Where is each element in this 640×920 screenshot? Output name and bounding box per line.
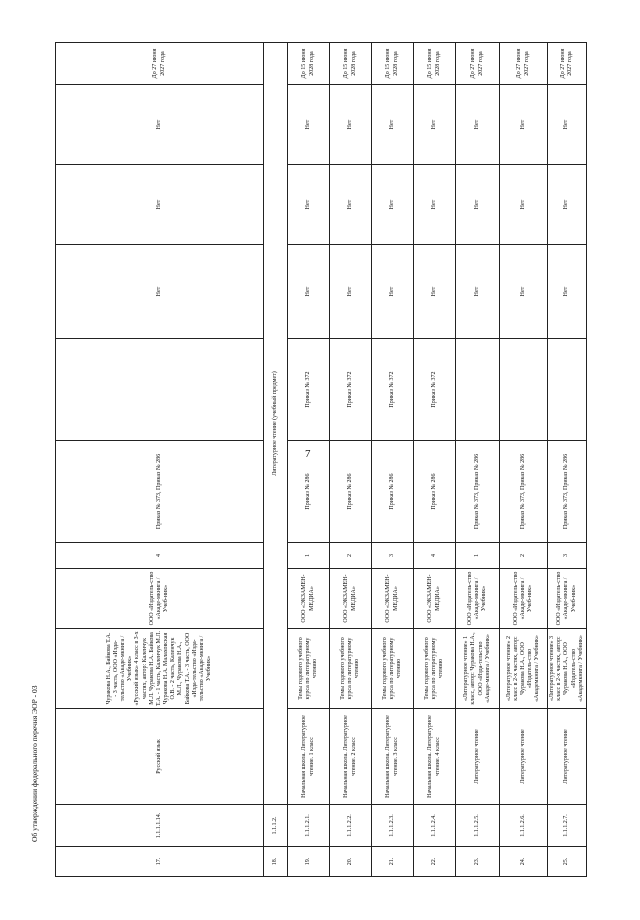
order-cell-2: [500, 339, 548, 441]
flag-cell-3: Нет: [56, 85, 264, 165]
row-number-cell: 24.: [500, 847, 548, 877]
subject-cell: Начальная школа. Литературное чтение. 1 класс: [288, 709, 330, 805]
flag-cell-1: Нет: [330, 245, 372, 339]
grade-cell: 2: [500, 543, 548, 569]
publisher-cell: ООО «ЭКЗАМЕН-МЕДИА»: [414, 569, 456, 629]
rotated-table-container: [55, 43, 585, 877]
grade-cell: 4: [414, 543, 456, 569]
row-code-cell: 1.1.1.2.3.: [372, 805, 414, 847]
deadline-cell: До 15 июня 2028 года: [330, 43, 372, 85]
resource-name-cell: Темы годового учебного курса по литературному чтению: [288, 629, 330, 709]
row-code-cell: 1.1.1.2.7.: [548, 805, 587, 847]
subject-cell: Русский язык: [56, 709, 264, 805]
order-cell: Приказ № 373, Приказ № 286: [456, 441, 500, 543]
grade-cell: 3: [548, 543, 587, 569]
page-number: 7: [305, 448, 311, 460]
deadline-cell: До 27 июня 2027 года: [548, 43, 587, 85]
row-code-cell: 1.1.1.2.4.: [414, 805, 456, 847]
flag-cell-3: Нет: [456, 85, 500, 165]
table-row: [288, 43, 330, 877]
resource-name-cell: «Литературное чтение» 3 класс в 2-х частях, автор: Чуракова Н.А., ООО «Издатель-ство «Академкнига / Учебник»: [548, 629, 587, 709]
flag-cell-1: Нет: [414, 245, 456, 339]
flag-cell-1: Нет: [372, 245, 414, 339]
table-row: [372, 43, 414, 877]
publisher-cell: ООО «ЭКЗАМЕН-МЕДИА»: [330, 569, 372, 629]
flag-cell-2: Нет: [330, 165, 372, 245]
order-cell-2: [456, 339, 500, 441]
subject-cell: Начальная школа. Литературное чтение. 2 класс: [330, 709, 372, 805]
row-code-cell: 1.1.1.2.1.: [288, 805, 330, 847]
order-cell-2: Приказ № 372: [330, 339, 372, 441]
flag-cell-2: Нет: [456, 165, 500, 245]
publisher-cell: ООО «ЭКЗАМЕН-МЕДИА»: [372, 569, 414, 629]
order-cell: Приказ № 373, Приказ № 286: [500, 441, 548, 543]
footer-text: Об утверждении федерального перечня ЭОР - 03: [30, 685, 39, 842]
row-number-cell: 20.: [330, 847, 372, 877]
eor-list-table: [55, 42, 587, 877]
resource-name-cell: «Литературное чтение» 1 класс, автор: Чуракова Н.А., ООО «Изда-тельство «Акаде-мкнига / Учебник»: [456, 629, 500, 709]
table-row: [56, 43, 264, 877]
order-cell: Приказ № 373, Приказ № 286: [56, 441, 264, 543]
flag-cell-2: Нет: [500, 165, 548, 245]
row-code-cell: 1.1.1.2.2.: [330, 805, 372, 847]
table-body: [56, 43, 587, 877]
resource-name-cell: Темы годового учебного курса по литературному чтению: [414, 629, 456, 709]
order-cell: Приказ № 286: [414, 441, 456, 543]
section-row: [264, 43, 288, 877]
deadline-cell: До 15 июня 2028 года: [288, 43, 330, 85]
table-row: [456, 43, 500, 877]
flag-cell-3: Нет: [288, 85, 330, 165]
subject-cell: Литературное чтение: [456, 709, 500, 805]
order-cell-2: [548, 339, 587, 441]
deadline-cell: До 27 июня 2027 года: [456, 43, 500, 85]
section-title-cell: Литературное чтение (учебный предмет): [264, 43, 288, 805]
publisher-cell: ООО «Издатель-ство «Акаде-мкнига / Учеб-ник»: [56, 569, 264, 629]
resource-name-cell: Чуракова Н.А., Байкова Т.А. - 3 часть, ООО «Изда-тельство «Акаде-мкнига / Учебник» «Русский язык» 4 класс в 3-х частях, автор: Каленчук М.Л. Чуракова Н.А. Байкова Т.А. - 1 часть, Каленчук М.Л. Чуракова Н.А. Малаховская О.В. - 2 часть, Каленчук М.Л., Чуракова Н.А., Байкова Т.А. - 3 часть, ООО «Изда-тельство «Изда-тельство «Акаде-мкнига / Учебник»: [56, 629, 264, 709]
flag-cell-2: Нет: [414, 165, 456, 245]
order-cell-2: Приказ № 372: [414, 339, 456, 441]
subject-cell: Начальная школа. Литературное чтение. 3 класс: [372, 709, 414, 805]
row-code-cell: 1.1.1.1.14.: [56, 805, 264, 847]
table-row: [330, 43, 372, 877]
grade-cell: 1: [288, 543, 330, 569]
flag-cell-3: Нет: [414, 85, 456, 165]
order-cell-2: [56, 339, 264, 441]
flag-cell-3: Нет: [500, 85, 548, 165]
flag-cell-1: Нет: [548, 245, 587, 339]
publisher-cell: ООО «Издатель-ство «Акаде-мкнига / Учеб-ник»: [548, 569, 587, 629]
resource-name-cell: Темы годового учебного курса по литературному чтению: [372, 629, 414, 709]
subject-cell: Литературное чтение: [548, 709, 587, 805]
table-row: [548, 43, 587, 877]
flag-cell-3: Нет: [330, 85, 372, 165]
row-number-cell: 25.: [548, 847, 587, 877]
flag-cell-1: Нет: [56, 245, 264, 339]
publisher-cell: ООО «Издатель-ство «Акаде-мкнига / Учеб-ник»: [500, 569, 548, 629]
order-cell: Приказ № 286: [330, 441, 372, 543]
table-row: [414, 43, 456, 877]
publisher-cell: ООО «ЭКЗАМЕН-МЕДИА»: [288, 569, 330, 629]
deadline-cell: До 15 июня 2028 года: [372, 43, 414, 85]
subject-cell: Начальная школа. Литературное чтение. 4 класс: [414, 709, 456, 805]
flag-cell-2: Нет: [372, 165, 414, 245]
flag-cell-1: Нет: [456, 245, 500, 339]
row-code-cell: 1.1.1.2.6.: [500, 805, 548, 847]
flag-cell-3: Нет: [372, 85, 414, 165]
publisher-cell: ООО «Издатель-ство «Акаде-мкнига / Учебник»: [456, 569, 500, 629]
row-number-cell: 22.: [414, 847, 456, 877]
subject-cell: Литературное чтение: [500, 709, 548, 805]
order-cell: Приказ № 286: [288, 441, 330, 543]
flag-cell-1: Нет: [500, 245, 548, 339]
resource-name-cell: Темы годового учебного курса по литературному чтению: [330, 629, 372, 709]
deadline-cell: До 27 июня 2027 года: [56, 43, 264, 85]
row-number-cell: 17.: [56, 847, 264, 877]
row-code-cell: 1.1.1.2.5.: [456, 805, 500, 847]
flag-cell-2: Нет: [548, 165, 587, 245]
row-number-cell: 18.: [264, 847, 288, 877]
grade-cell: 1: [456, 543, 500, 569]
row-number-cell: 23.: [456, 847, 500, 877]
resource-name-cell: «Литературное чтение» 2 класс в 2-х частях, автор: Чуракова Н.А., ООО «Издатель-ство «Академкнига / Учебник»: [500, 629, 548, 709]
grade-cell: 3: [372, 543, 414, 569]
deadline-cell: До 27 июня 2027 года: [500, 43, 548, 85]
flag-cell-2: Нет: [288, 165, 330, 245]
flag-cell-3: Нет: [548, 85, 587, 165]
row-code-cell: 1.1.1.2.: [264, 805, 288, 847]
flag-cell-2: Нет: [56, 165, 264, 245]
flag-cell-1: Нет: [288, 245, 330, 339]
grade-cell: 2: [330, 543, 372, 569]
grade-cell: 4: [56, 543, 264, 569]
order-cell-2: Приказ № 372: [372, 339, 414, 441]
order-cell: Приказ № 286: [372, 441, 414, 543]
order-cell-2: Приказ № 372: [288, 339, 330, 441]
row-number-cell: 19.: [288, 847, 330, 877]
deadline-cell: До 15 июня 2028 года: [414, 43, 456, 85]
row-number-cell: 21.: [372, 847, 414, 877]
table-row: [500, 43, 548, 877]
order-cell: Приказ № 373, Приказ № 286: [548, 441, 587, 543]
